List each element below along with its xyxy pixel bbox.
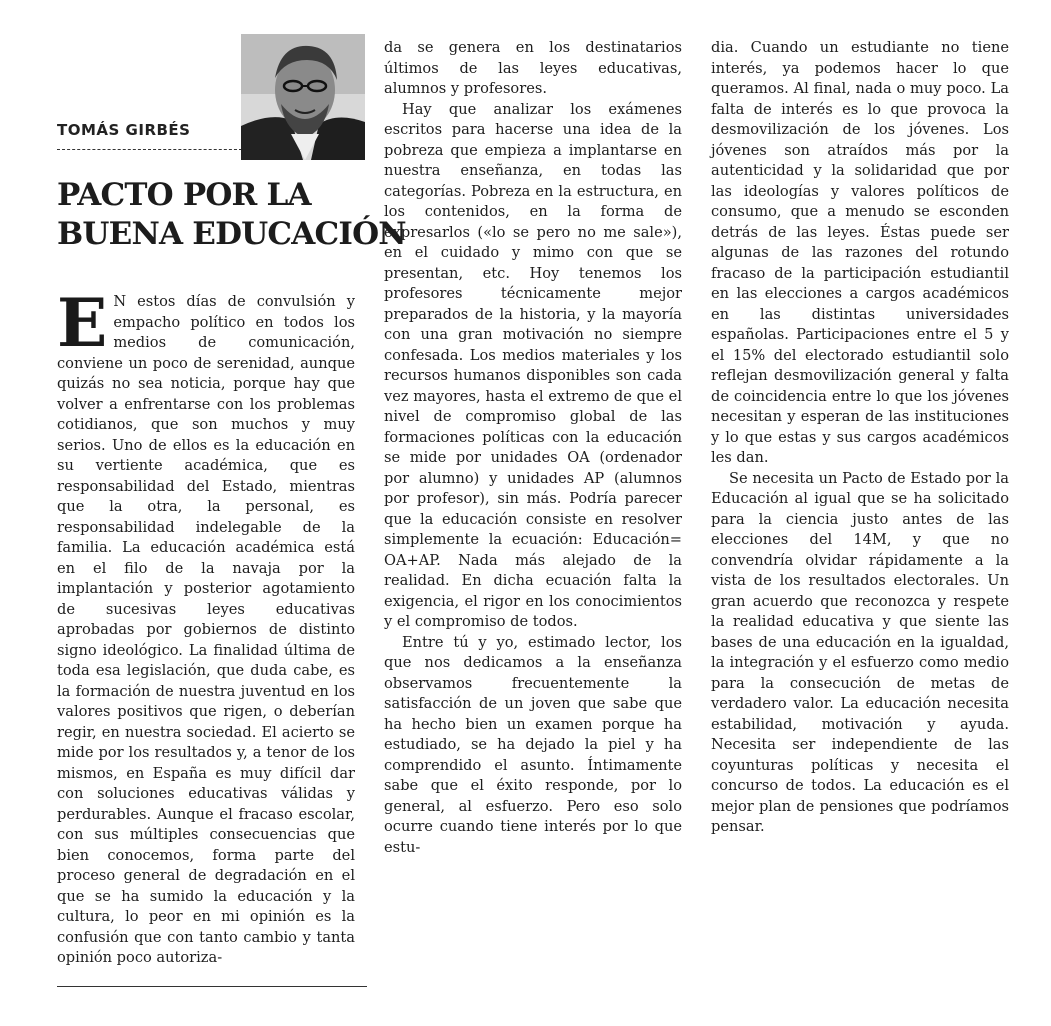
headline-line-2: BUENA EDUCACIÓN [57, 216, 406, 252]
paragraph: Se necesita un Pacto de Estado por la Educación al igual que se ha solicitado para la ciencia justo antes de las elecciones del 14M, y que no convendría olvidar rápidamente a la vista de los resultados electorales. Un gran acuerdo que reconozca y respete la realidad educativa y que siente las bases de una educación en la igualdad, la integración y el esfuerzo como medio para la consecución de metas de verdadero valor. La educación necesita estabilidad, motivación y ayuda. Necesita ser independiente de las coyunturas políticas y necesita el concurso de todos. La educación es el mejor plan de pensiones que podríamos pensar. [711, 469, 1009, 835]
author-dashed-rule [57, 149, 242, 150]
column-1 [57, 284, 355, 969]
paragraph: da se genera en los destinatarios últimos de las leyes educativas, alumnos y profesores. [384, 39, 682, 97]
column-2 [384, 38, 682, 858]
paragraph: Entre tú y yo, estimado lector, los que nos dedicamos a la enseñanza observamos frecuentemente la satisfacción de un joven que sabe que ha hecho bien un examen porque ha estudiado, se ha dejado la piel y ha comprendido el asunto. Íntimamente sabe que el éxito responde, por lo general, al esfuerzo. Pero eso solo ocurre cuando tiene interés por lo que estu- [384, 633, 682, 856]
headline [57, 176, 406, 254]
author-photo [241, 34, 365, 160]
paragraph-text: N estos días de convulsión y empacho político en todos los medios de comunicación, conviene un poco de serenidad, aunque quizás no sea noticia, porque hay que volver a enfrentarse con los problemas cotidianos, que son muchos y muy serios. Uno de ellos es la educación en su vertiente académica, que es responsabilidad del Estado, mientras que la otra, la personal, es responsabilidad indelegable de la familia. La educación académica está en el filo de la navaja por la implantación y posterior agotamiento de sucesivas leyes educativas aprobadas por gobiernos de distinto signo ideológico. La finalidad última de toda esa legislación, que duda cabe, es la formación de nuestra juventud en los valores positivos que rigen, o deberían regir, en nuestra sociedad. El acierto se mide por los resultados y, a tenor de los mismos, en España es muy difícil dar con soluciones educativas válidas y perdurables. Aunque el fracaso escolar, con sus múltiples consecuencias que bien conocemos, forma parte del proceso general de degradación en el que se ha sumido la educación y la cultura, lo peor en mi opinión es la confusión que con tanto cambio y tanta opinión poco autoriza- [57, 293, 355, 966]
paragraph: Hay que analizar los exámenes escritos para hacerse una idea de la pobreza que empieza a implantarse en nuestra enseñanza, en todas las categorías. Pobreza en la estructura, en los contenidos, en la forma de expresarlos («lo se pero no me sale»), en el cuidado y mimo con que se presentan, etc. Hoy tenemos los profesores técnicamente mejor preparados de la historia, y la mayoría con una gran motivación no siempre confesada. Los medios materiales y los recursos humanos disponibles son cada vez mayores, hasta el extremo de que el nivel de compromiso global de las formaciones políticas con la educación se mide por unidades OA (ordenador por alumno) y unidades AP (alumnos por profesor), sin más. Podría parecer que la educación consiste en resolver simplemente la ecuación: Educación= OA+AP. Nada más alejado de la realidad. En dicha ecuación falta la exigencia, el rigor en los conocimientos y el compromiso de todos. [384, 100, 682, 630]
paragraph [57, 284, 355, 969]
bottom-rule [57, 986, 367, 987]
paragraph: dia. Cuando un estudiante no tiene interés, ya podemos hacer lo que queramos. Al final, nada o muy poco. La falta de interés es lo que provoca la desmovilización de los jóvenes. Los jóvenes son atraídos más por la autenticidad y la solidaridad que por las ideologías y valores políticos de consumo, que a menudo se esconden detrás de las leyes. Éstas puede ser algunas de las razones del rotundo fracaso de la participación estudiantil en las elecciones a cargos académicos en las distintas universidades españolas. Participaciones entre el 5 y el 15% del electorado estudiantil solo reflejan desmovilización general y falta de coincidencia entre lo que los jóvenes necesitan y esperan de las instituciones y lo que estas y sus cargos académicos les dan. [711, 39, 1009, 466]
headline-line-1: PACTO POR LA [57, 177, 311, 213]
drop-cap: E [57, 284, 108, 362]
column-3 [711, 38, 1009, 838]
author-byline: TOMÁS GIRBÉS [57, 121, 191, 139]
